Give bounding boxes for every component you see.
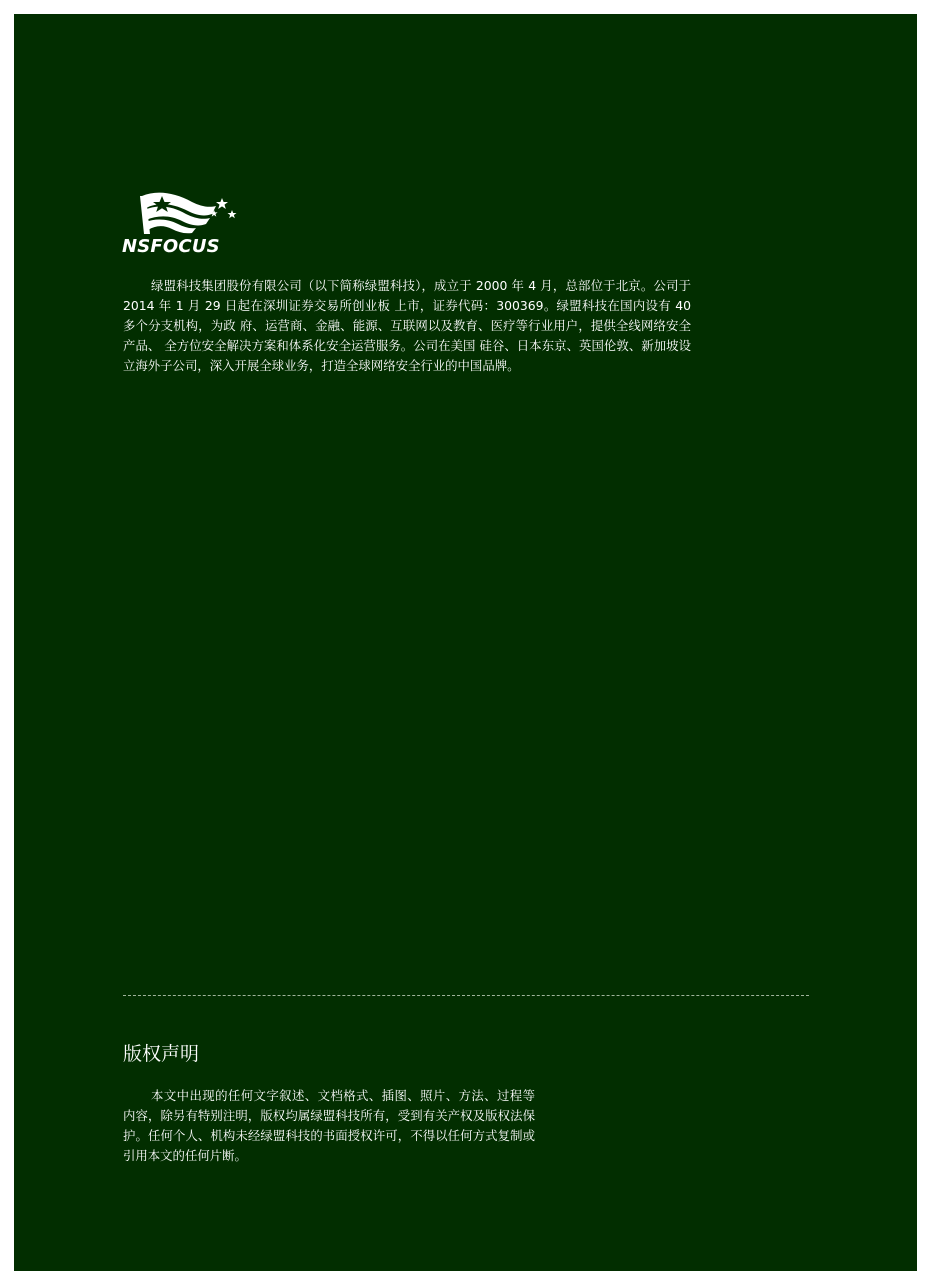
nsfocus-logo [122, 190, 247, 262]
dashed-divider [123, 995, 809, 996]
copyright-paragraph: 本文中出现的任何文字叙述、文档格式、插图、照片、方法、过程等内容，除另有特别注明，版权均属绿盟科技所有，受到有关产权及版权法保护。任何个人、机构未经绿盟科技的书面授权许可，不得以任何方式复制或引用本文的任何片断。 [123, 1088, 535, 1163]
company-intro-paragraph: 绿盟科技集团股份有限公司（以下简称绿盟科技），成立于 2000 年 4 月，总部位于北京。公司于 2014 年 1 月 29 日起在深圳证券交易所创业板 上市，证券代码：300369。绿盟科技在国内设有 40 多个分支机构，为政 府、运营商、金融、能源、互联网以及教育、医疗等行业用户，提供全线网络安全产品、 全方位安全解决方案和体系化安全运营服务。公司在美国 硅谷、日本东京、英国伦敦、新加坡设立海外子公司，深入开展全球业务，打造全球网络安全行业的中国品牌。 [123, 278, 691, 373]
copyright-heading: 版权声明 [123, 1043, 200, 1065]
flag-stars-logo-icon [122, 190, 247, 238]
back-cover-page [14, 14, 917, 1271]
logo-wordmark: NSFOCUS [122, 236, 220, 257]
